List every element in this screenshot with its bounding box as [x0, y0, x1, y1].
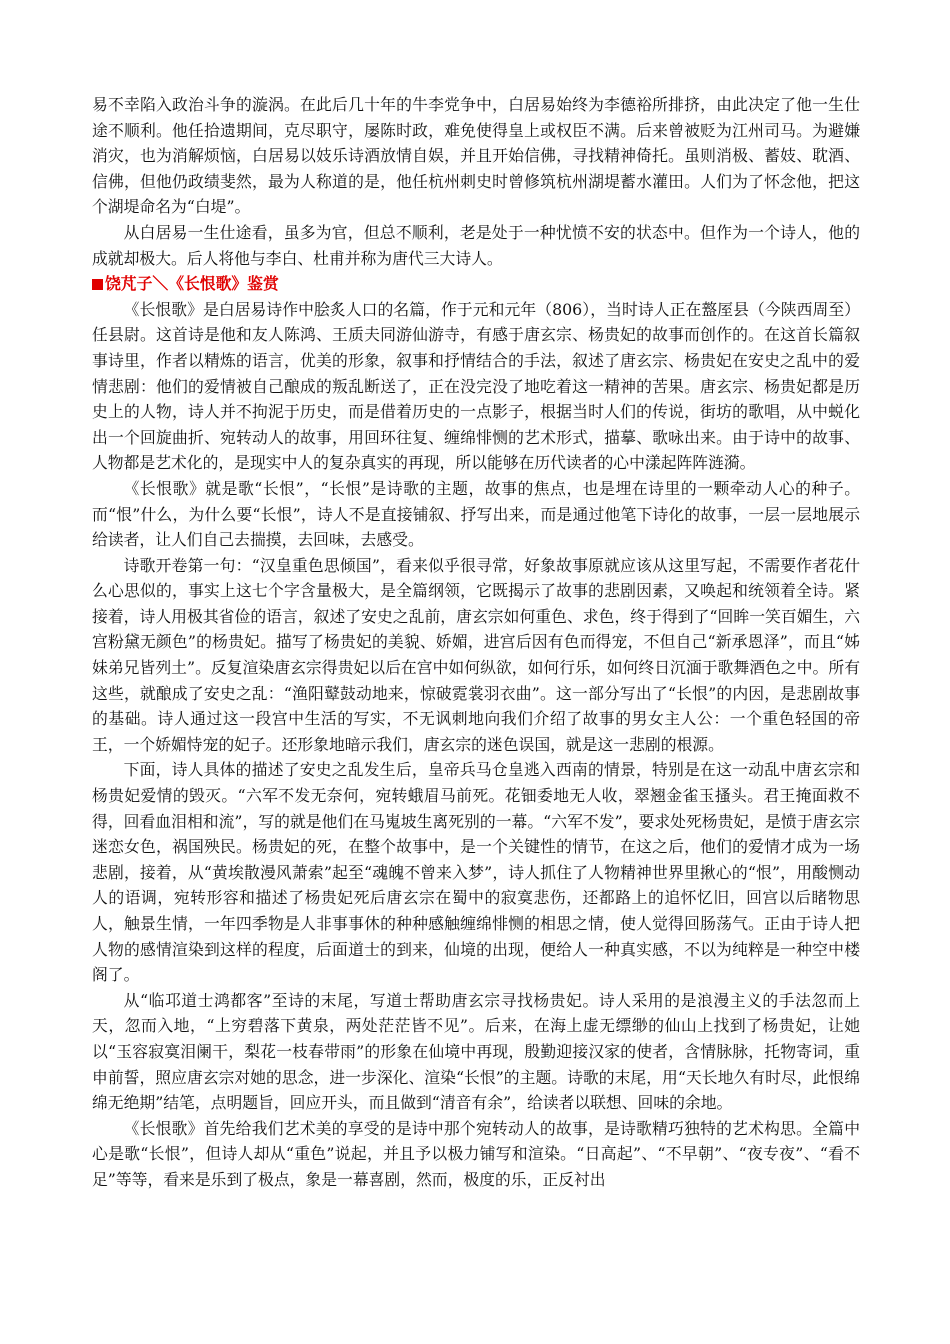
paragraph: 从“临邛道士鸿都客”至诗的末尾，写道士帮助唐玄宗寻找杨贵妃。诗人采用的是浪漫主义的手法忽而上天，忽而入地，“上穷碧落下黄泉，两处茫茫皆不见”。后来，在海上虚无缥缈的仙山上找到了杨贵妃，让她以“玉容寂寞泪阑干，梨花一枝春带雨”的形象在仙境中再现，殷勤迎接汉家的使者，含情脉脉，托物寄词，重申前誓，照应唐玄宗对她的思念，进一步深化、渲染“长恨”的主题。诗歌的末尾，用“天长地久有时尽，此恨绵绵无绝期”结笔，点明题旨，回应开头，而且做到“清音有余”，给读者以联想、回味的余地。 [92, 990, 860, 1113]
section-heading-text: 饶芃子＼《长恨歌》鉴赏 [105, 274, 279, 294]
paragraph: 易不幸陷入政治斗争的漩涡。在此后几十年的牛李党争中，白居易始终为李德裕所排挤，由此决定了他一生仕途不顺利。他任拾遗期间，克尽职守，屡陈时政，难免使得皇上或权臣不满。后来曾被贬为江州司马。为避嫌消灾，也为消解烦恼，白居易以妓乐诗酒放情自娱，并且开始信佛，寻找精神倚托。虽则消极、蓄妓、耽酒、信佛，但他仍政绩斐然，最为人称道的是，他任杭州刺史时曾修筑杭州湖堤蓄水灌田。人们为了怀念他，把这个湖堤命名为“白堤”。 [92, 95, 860, 217]
paragraph: 从白居易一生仕途看，虽多为官，但总不顺利，老是处于一种忧愤不安的状态中。但作为一个诗人，他的成就却极大。后人将他与李白、杜甫并称为唐代三大诗人。 [92, 222, 860, 268]
section-heading [92, 271, 860, 297]
paragraph: 下面，诗人具体的描述了安史之乱发生后，皇帝兵马仓皇逃入西南的情景，特别是在这一动乱中唐玄宗和杨贵妃爱情的毁灭。“六军不发无奈何，宛转蛾眉马前死。花钿委地无人收，翠翘金雀玉搔头。君王掩面救不得，回看血泪相和流”，写的就是他们在马嵬坡生离死别的一幕。“六军不发”，要求处死杨贵妃，是愤于唐玄宗迷恋女色，祸国殃民。杨贵妃的死，在整个故事中，是一个关键性的情节，在这之后，他们的爱情才成为一场悲剧，接着，从“黄埃散漫风萧索”起至“魂魄不曾来入梦”，诗人抓住了人物精神世界里揪心的“恨”，用酸恻动人的语调，宛转形容和描述了杨贵妃死后唐玄宗在蜀中的寂寞悲伤，还都路上的追怀忆旧，回宫以后睹物思人，触景生情，一年四季物是人非事事休的种种感触缠绵悱恻的相思之情，使人觉得回肠荡气。正由于诗人把人物的感情渲染到这样的程度，后面道士的到来，仙境的出现，便给人一种真实感，不以为纯粹是一种空中楼阁了。 [92, 760, 860, 985]
paragraph: 诗歌开卷第一句：“汉皇重色思倾国”，看来似乎很寻常，好象故事原就应该从这里写起，不需要作者花什么心思似的，事实上这七个字含量极大，是全篇纲领，它既揭示了故事的悲剧因素，又唤起和统领着全诗。紧接着，诗人用极其省俭的语言，叙述了安史之乱前，唐玄宗如何重色、求色，终于得到了“回眸一笑百媚生，六宫粉黛无颜色”的杨贵妃。描写了杨贵妃的美貌、娇媚，进宫后因有色而得宠，不但自己“新承恩泽”，而且“姊妹弟兄皆列土”。反复渲染唐玄宗得贵妃以后在宫中如何纵欲，如何行乐，如何终日沉湎于歌舞酒色之中。所有这些，就酿成了安史之乱：“渔阳鼙鼓动地来，惊破霓裳羽衣曲”。这一部分写出了“长恨”的内因，是悲剧故事的基础。诗人通过这一段宫中生活的写实，不无讽刺地向我们介绍了故事的男女主人公：一个重色轻国的帝王，一个娇媚恃宠的妃子。还形象地暗示我们，唐玄宗的迷色误国，就是这一悲剧的根源。 [92, 555, 860, 754]
square-bullet-icon [92, 279, 103, 290]
document-page [92, 92, 860, 1193]
paragraph: 《长恨歌》就是歌“长恨”，“长恨”是诗歌的主题，故事的焦点，也是埋在诗里的一颗牵动人心的种子。而“恨”什么，为什么要“长恨”，诗人不是直接铺叙、抒写出来，而是通过他笔下诗化的故事，一层一层地展示给读者，让人们自己去揣摸，去回味，去感受。 [92, 478, 860, 550]
paragraph: 《长恨歌》是白居易诗作中脍炙人口的名篇，作于元和元年（806），当时诗人正在盩厔县（今陕西周至）任县尉。这首诗是他和友人陈鸿、王质夫同游仙游寺，有感于唐玄宗、杨贵妃的故事而创作的。在这首长篇叙事诗里，作者以精炼的语言，优美的形象，叙事和抒情结合的手法，叙述了唐玄宗、杨贵妃在安史之乱中的爱情悲剧：他们的爱情被自己酿成的叛乱断送了，正在没完没了地吃着这一精神的苦果。唐玄宗、杨贵妃都是历史上的人物，诗人并不拘泥于历史，而是借着历史的一点影子，根据当时人们的传说，街坊的歌唱，从中蜕化出一个回旋曲折、宛转动人的故事，用回环往复、缠绵悱恻的艺术形式，描摹、歌咏出来。由于诗中的故事、人物都是艺术化的，是现实中人的复杂真实的再现，所以能够在历代读者的心中漾起阵阵涟漪。 [92, 299, 860, 473]
paragraph: 《长恨歌》首先给我们艺术美的享受的是诗中那个宛转动人的故事，是诗歌精巧独特的艺术构思。全篇中心是歌“长恨”，但诗人却从“重色”说起，并且予以极力铺写和渲染。“日高起”、“不早朝”、“夜专夜”、“看不足”等等，看来是乐到了极点，象是一幕喜剧，然而，极度的乐，正反衬出 [92, 1118, 860, 1189]
